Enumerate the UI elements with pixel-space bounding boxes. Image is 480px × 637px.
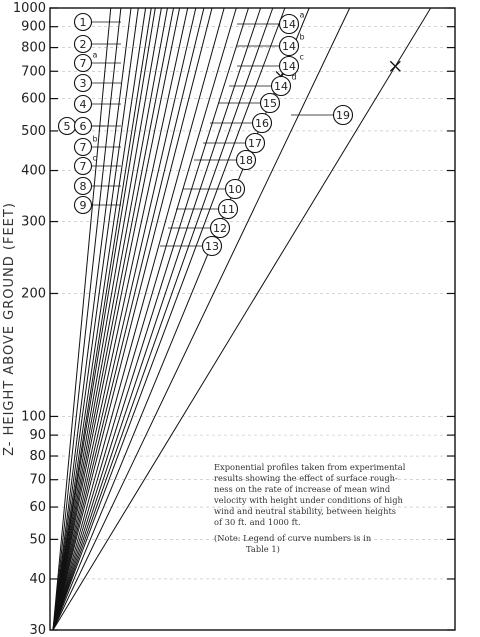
annotation-line: wind and neutral stability, between heights	[214, 506, 397, 516]
curve-label-17	[203, 134, 265, 153]
y-tick-label: 200	[21, 286, 46, 302]
y-tick-label: 300	[21, 214, 46, 230]
curve-label-8	[75, 178, 122, 195]
label-number: 2	[79, 38, 87, 51]
label-number: 7	[79, 160, 87, 173]
curve-label-14d	[229, 73, 297, 96]
annotation-line: velocity with height under conditions of high	[214, 495, 403, 505]
annotation-line: ness on the rate of increase of mean wind	[214, 484, 391, 494]
label-superscript: b	[92, 134, 98, 144]
curve-marker-19	[390, 61, 400, 71]
y-tick-label: 70	[29, 472, 46, 488]
y-tick-label: 60	[29, 500, 46, 516]
chart-annotation	[214, 462, 464, 560]
annotation-note	[214, 533, 464, 555]
curve-label-16	[210, 114, 272, 133]
label-number: 14	[282, 18, 296, 31]
curve-label-7c	[75, 154, 122, 175]
curve-label-14b	[237, 33, 305, 56]
profile-curve-9	[53, 8, 180, 630]
y-tick-label: 50	[29, 532, 46, 548]
curve-label-2	[75, 36, 122, 53]
y-tick-label: 80	[29, 449, 46, 465]
curve-label-4	[75, 96, 122, 113]
annotation-note-line: Table 1)	[246, 544, 280, 554]
label-number: 18	[239, 154, 253, 167]
label-number: 5	[63, 120, 71, 133]
y-tick-label: 500	[21, 123, 46, 139]
profile-curve-7a	[53, 8, 131, 630]
label-number: 11	[221, 203, 235, 216]
y-tick-label: 100	[21, 409, 46, 425]
label-number: 9	[79, 199, 87, 212]
label-superscript: b	[299, 32, 305, 42]
y-tick-label: 30	[29, 623, 46, 637]
y-tick-label: 700	[21, 64, 46, 80]
label-number: 6	[79, 120, 87, 133]
curve-label-11	[176, 200, 238, 219]
y-axis-label: Z- HEIGHT ABOVE GROUND (FEET)	[2, 202, 17, 456]
profile-curve-8	[53, 8, 174, 630]
y-tick-label: 90	[29, 428, 46, 444]
label-number: 1	[79, 16, 87, 29]
label-number: 16	[255, 117, 269, 130]
label-number: 12	[213, 222, 227, 235]
annotation-line: results showing the effect of surface rough-	[214, 473, 398, 483]
y-tick-label: 400	[21, 163, 46, 179]
label-number: 3	[79, 77, 87, 90]
curve-label-1	[75, 14, 122, 31]
curve-label-10	[183, 180, 245, 199]
label-number: 14	[274, 80, 288, 93]
label-number: 7	[79, 57, 87, 70]
label-number: 17	[248, 137, 262, 150]
y-tick-label: 800	[21, 40, 46, 56]
label-number: 19	[336, 109, 350, 122]
label-superscript: c	[299, 52, 304, 62]
annotation-line: Exponential profiles taken from experimental	[214, 462, 406, 472]
curve-label-9	[75, 197, 122, 214]
label-number: 10	[228, 183, 242, 196]
annotation-note-line: (Note: Legend of curve numbers is in	[214, 533, 372, 543]
label-superscript: c	[92, 153, 97, 163]
curve-label-6	[75, 118, 122, 135]
curve-label-15	[218, 94, 280, 113]
profile-curve-6	[53, 8, 155, 630]
label-number: 7	[79, 141, 87, 154]
curve-labels	[59, 11, 353, 256]
curve-label-3	[75, 75, 122, 92]
profile-curve-4	[53, 8, 146, 630]
y-tick-label: 40	[29, 571, 46, 587]
annotation-text	[214, 462, 464, 528]
y-tick-label: 900	[21, 19, 46, 35]
profile-curve-3	[53, 8, 138, 630]
label-number: 14	[282, 60, 296, 73]
label-number: 14	[282, 40, 296, 53]
label-number: 4	[79, 98, 87, 111]
y-tick-label: 1000	[12, 1, 46, 16]
label-number: 13	[205, 240, 219, 253]
profile-curve-10	[53, 8, 188, 630]
y-tick-label: 600	[21, 91, 46, 107]
label-superscript: d	[291, 72, 297, 82]
annotation-line: of 30 ft. and 1000 ft.	[214, 517, 301, 527]
label-superscript: a	[92, 50, 98, 60]
label-number: 15	[263, 97, 277, 110]
label-number: 8	[79, 180, 87, 193]
label-superscript: a	[299, 10, 305, 20]
curve-label-19	[291, 106, 353, 125]
